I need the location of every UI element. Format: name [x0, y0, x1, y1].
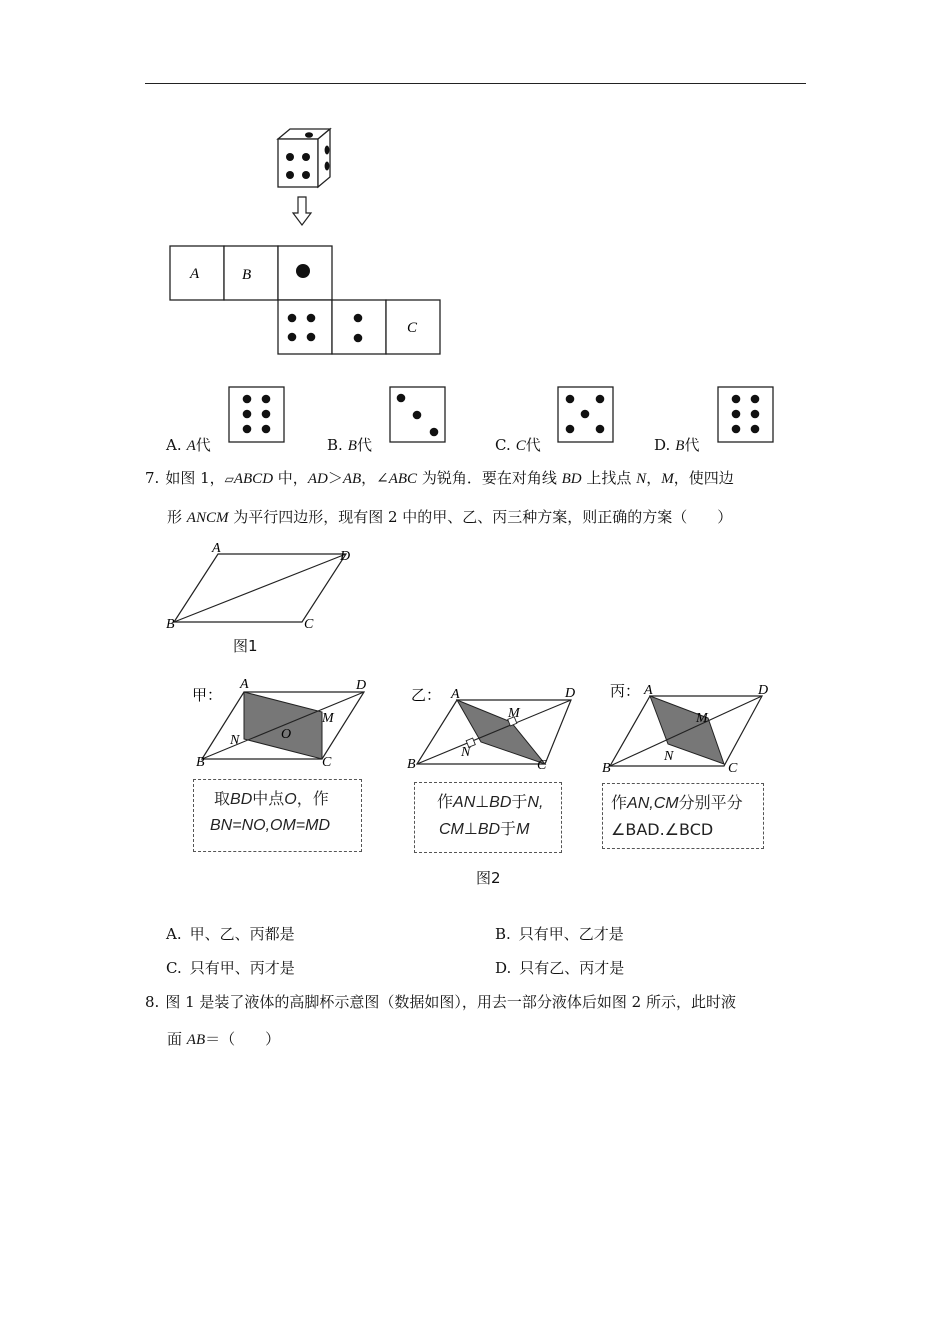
pip [288, 314, 297, 323]
option-suffix: 代 [195, 436, 211, 454]
scheme-bing-box: 作AN,CM分别平分 ∠BAD.∠BCD [602, 783, 764, 849]
q6-option-d[interactable] [654, 434, 699, 455]
cube-right-face [318, 129, 330, 187]
scheme-yi-box: 作AN⊥BD于N, CM⊥BD于M [414, 782, 562, 853]
svg-text:甲：: 甲： [192, 686, 223, 704]
svg-text:乙：: 乙： [411, 686, 442, 704]
svg-text:C: C [728, 761, 738, 776]
q7-option-c[interactable]: C. 只有甲、丙才是 [166, 959, 295, 977]
q7-line1: 7. 如图 1，▱ABCD 中，AD＞AB，∠ABC 为锐角．要在对角线 BD 上找点 N，M，使四边 [145, 469, 734, 487]
figure-2-caption: 图2 [476, 869, 501, 887]
net-cell-four [278, 300, 332, 354]
svg-text:N: N [230, 733, 240, 748]
option-suffix: 代 [356, 436, 372, 454]
q7-option-d[interactable]: D. 只有乙、丙才是 [495, 959, 625, 977]
side-pip [325, 162, 330, 171]
svg-text:B: B [166, 617, 175, 632]
svg-text:D: D [340, 549, 351, 564]
q6-option-a[interactable] [166, 434, 211, 455]
q8-line1: 8. 图 1 是装了液体的高脚杯示意图（数据如图），用去一部分液体后如图 2 所示，此时液 [145, 993, 736, 1011]
pip [288, 333, 297, 342]
front-pip [286, 153, 294, 161]
option-b-die [389, 386, 447, 444]
option-letter: C. [495, 436, 511, 454]
svg-text:B: B [407, 757, 416, 772]
q6-option-b[interactable] [327, 434, 372, 455]
svg-text:N: N [461, 745, 471, 760]
pip [354, 334, 363, 343]
cube-front-face [278, 139, 318, 187]
q7-option-b[interactable]: B. 只有甲、乙才是 [495, 925, 624, 943]
svg-text:A: A [644, 683, 653, 698]
svg-text:A: A [451, 687, 460, 702]
scheme-jia-figure [188, 672, 373, 772]
q7-option-a[interactable]: A. 甲、乙、丙都是 [166, 925, 295, 943]
svg-text:B: B [196, 755, 205, 770]
svg-text:N: N [664, 749, 674, 764]
front-pip [302, 153, 310, 161]
option-suffix: 代 [684, 436, 700, 454]
option-d-die [717, 386, 775, 444]
svg-text:D: D [758, 683, 769, 698]
pip [354, 314, 363, 323]
scheme-yi-figure [405, 678, 585, 778]
net-label-c: C [407, 320, 418, 336]
option-a-die [228, 386, 286, 444]
front-pip [302, 171, 310, 179]
option-letter: B. [327, 436, 343, 454]
svg-text:A: A [212, 541, 221, 556]
scheme-bing-figure [600, 676, 785, 776]
svg-text:C: C [322, 755, 332, 770]
svg-text:M: M [322, 711, 334, 726]
svg-text:C: C [304, 617, 314, 632]
net-label-b: B [242, 267, 252, 283]
net-label-a: A [190, 266, 200, 282]
svg-text:D: D [356, 678, 367, 693]
q8-line2: 面 AB＝（ ） [167, 1030, 281, 1048]
down-arrow-icon [293, 197, 311, 225]
question-number: 8. [145, 993, 160, 1011]
svg-text:D: D [565, 686, 576, 701]
option-var: C [515, 438, 526, 454]
svg-text:M: M [696, 711, 708, 726]
option-letter: D. [654, 436, 671, 454]
pip [307, 333, 316, 342]
side-pip [325, 146, 330, 155]
dice-net [168, 244, 443, 359]
q7-line2: 形 ANCM 为平行四边形，现有图 2 中的甲、乙、丙三种方案，则正确的方案（ ） [167, 508, 733, 526]
option-c-die [557, 386, 615, 444]
figure-1-caption: 图1 [233, 637, 258, 655]
pip [296, 264, 310, 278]
option-var: B [347, 438, 357, 454]
option-letter: A. [166, 436, 182, 454]
svg-text:B: B [602, 761, 611, 776]
q6-option-c[interactable] [495, 434, 541, 455]
svg-text:M: M [508, 706, 520, 721]
figure-1-parallelogram [160, 538, 370, 658]
dice-cube-figure [270, 125, 350, 235]
diagonal-bd [174, 554, 346, 622]
option-var: A [186, 438, 196, 454]
option-var: B [675, 438, 685, 454]
svg-text:丙：: 丙： [610, 682, 641, 700]
top-pip [305, 132, 313, 138]
net-cell-two [332, 300, 386, 354]
pip [307, 314, 316, 323]
option-suffix: 代 [525, 436, 541, 454]
header-rule [145, 83, 806, 84]
svg-text:A: A [240, 677, 249, 692]
svg-text:O: O [281, 727, 292, 742]
front-pip [286, 171, 294, 179]
question-number: 7. [145, 469, 160, 487]
svg-text:C: C [537, 758, 547, 773]
scheme-jia-box: 取BD中点O，作 BN=NO,OM=MD [193, 779, 362, 852]
